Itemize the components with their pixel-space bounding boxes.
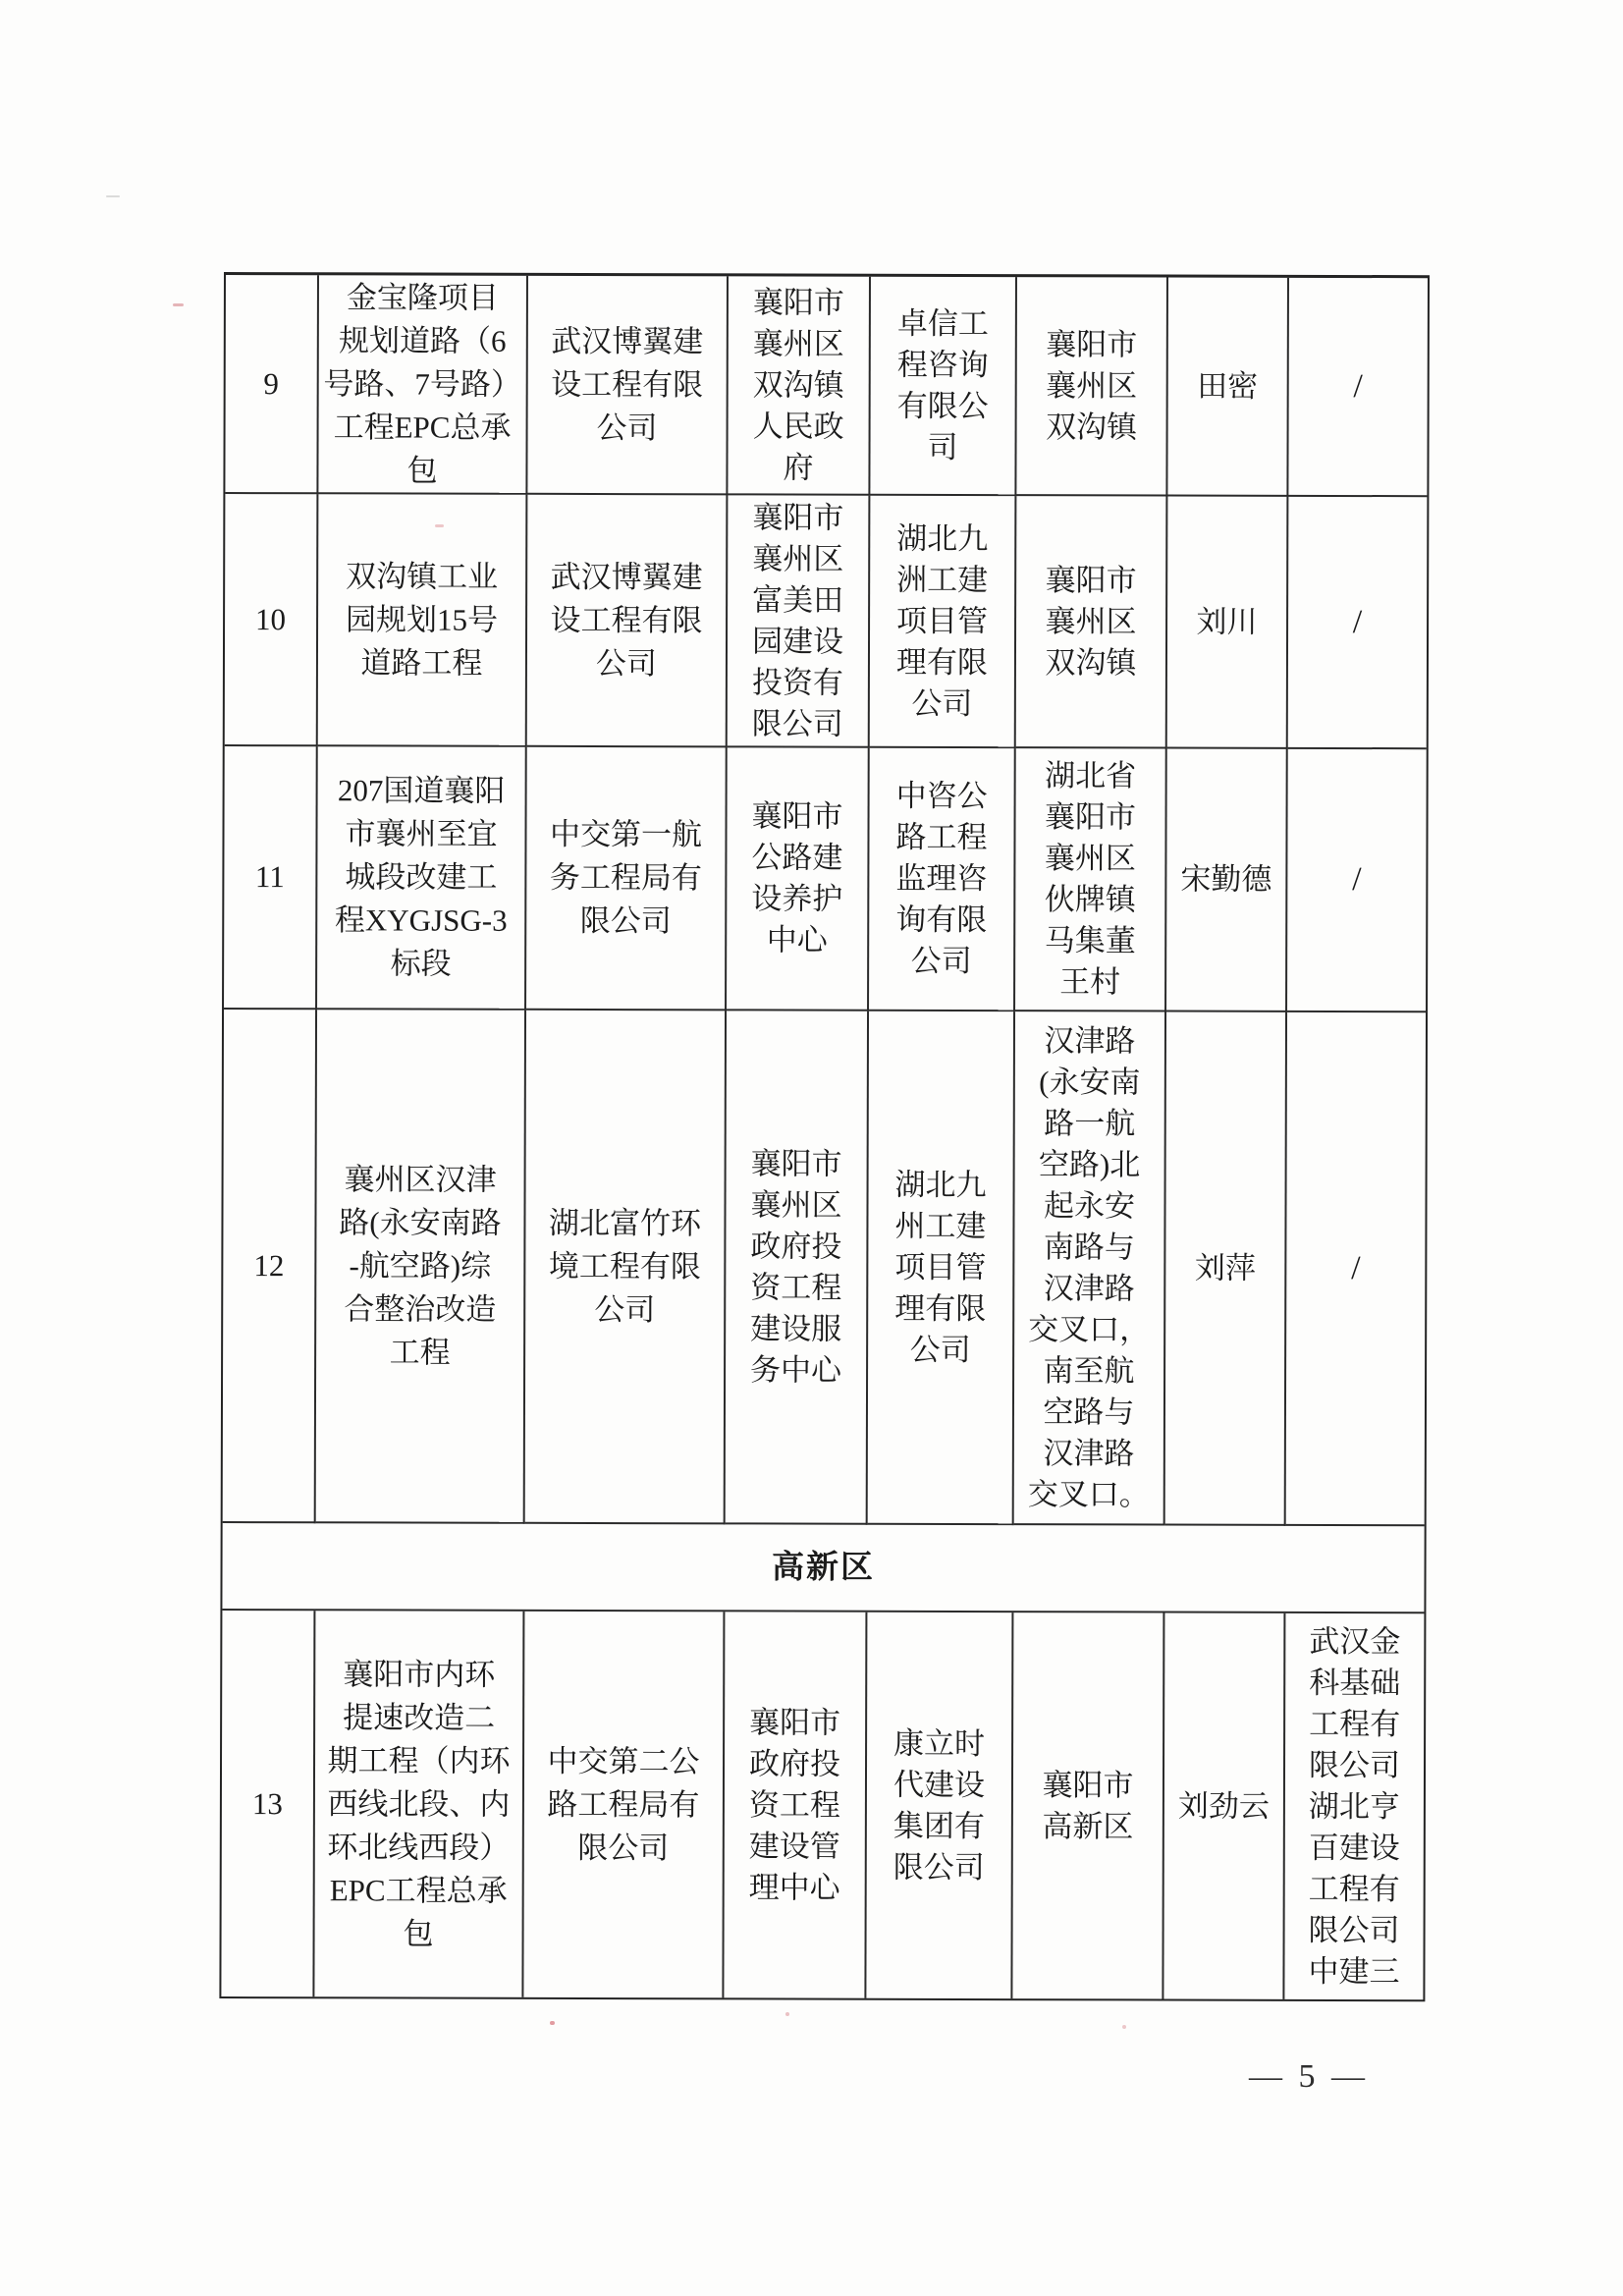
cell-project-name: 金宝隆项目 规划道路（6 号路、7号路） 工程EPC总承 包 xyxy=(318,275,528,495)
cell-person: 刘劲云 xyxy=(1163,1613,1285,1999)
cell-project-name: 襄阳市内环 提速改造二 期工程（内环 西线北段、内 环北线西段） EPC工程总承 包 xyxy=(314,1611,524,1997)
cell-location: 襄阳市 襄州区 双沟镇 xyxy=(1016,496,1168,748)
cell-row-number: 13 xyxy=(221,1611,315,1996)
scan-speck xyxy=(785,2012,789,2016)
table-row xyxy=(225,275,1428,497)
cell-remark: / xyxy=(1288,497,1428,749)
cell-owner: 襄阳市 襄州区 双沟镇 人民政 府 xyxy=(728,276,871,495)
cell-row-number: 9 xyxy=(225,275,319,494)
cell-location: 汉津路 (永安南 路一航 空路)北 起永安 南路与 汉津路 交叉口， 南至航 空路与 汉津路 交叉口。 xyxy=(1014,1011,1166,1525)
cell-person: 田密 xyxy=(1167,278,1289,497)
scan-speck xyxy=(1122,2025,1126,2029)
table-row xyxy=(225,494,1428,749)
cell-location: 湖北省 襄阳市 襄州区 伙牌镇 马集董 王村 xyxy=(1015,748,1167,1011)
cell-location: 襄阳市 襄州区 双沟镇 xyxy=(1016,277,1168,496)
cell-person: 刘萍 xyxy=(1165,1012,1287,1526)
cell-contractor: 中交第二公 路工程局有 限公司 xyxy=(523,1612,725,1998)
cell-remark: / xyxy=(1288,278,1428,497)
page-number: — 5 — xyxy=(1249,2058,1369,2095)
cell-contractor: 湖北富竹环 境工程有限 公司 xyxy=(525,1011,727,1525)
section-divider-row xyxy=(222,1523,1424,1613)
scan-speck xyxy=(106,195,120,197)
cell-person: 刘川 xyxy=(1167,497,1289,749)
projects-table xyxy=(219,272,1430,2001)
scan-speck xyxy=(435,524,444,527)
cell-contractor: 中交第一航 务工程局有 限公司 xyxy=(526,747,728,1011)
cell-person: 宋勤德 xyxy=(1166,749,1288,1012)
cell-supervisor: 湖北九 州工建 项目管 理有限 公司 xyxy=(868,1011,1015,1525)
cell-row-number: 12 xyxy=(223,1010,317,1523)
cell-location: 襄阳市 高新区 xyxy=(1012,1613,1164,1998)
table-row xyxy=(223,1010,1426,1526)
cell-supervisor: 康立时 代建设 集团有 限公司 xyxy=(866,1613,1013,1998)
cell-remark: / xyxy=(1287,749,1427,1012)
cell-project-name: 双沟镇工业 园规划15号 道路工程 xyxy=(318,494,528,747)
cell-remark: / xyxy=(1286,1012,1426,1526)
cell-supervisor: 中咨公 路工程 监理咨 询有限 公司 xyxy=(869,748,1016,1011)
cell-owner: 襄阳市 政府投 资工程 建设管 理中心 xyxy=(724,1612,867,1997)
table-row xyxy=(221,1611,1424,1999)
cell-owner: 襄阳市 公路建 设养护 中心 xyxy=(727,747,870,1011)
cell-row-number: 10 xyxy=(225,494,319,746)
cell-owner: 襄阳市 襄州区 富美田 园建设 投资有 限公司 xyxy=(728,495,871,747)
cell-owner: 襄阳市 襄州区 政府投 资工程 建设服 务中心 xyxy=(726,1011,869,1524)
section-header-label: 高新区 xyxy=(222,1523,1424,1613)
cell-supervisor: 湖北九 洲工建 项目管 理有限 公司 xyxy=(870,496,1017,748)
cell-supervisor: 卓信工 程咨询 有限公 司 xyxy=(870,277,1017,496)
cell-contractor: 武汉博翼建 设工程有限 公司 xyxy=(527,276,729,496)
cell-row-number: 11 xyxy=(224,746,318,1010)
scan-speck xyxy=(173,303,184,306)
cell-project-name: 襄州区汉津 路(永安南路 -航空路)综 合整治改造 工程 xyxy=(316,1010,526,1524)
cell-contractor: 武汉博翼建 设工程有限 公司 xyxy=(527,495,729,748)
cell-project-name: 207国道襄阳 市襄州至宜 城段改建工 程XYGJSG-3 标段 xyxy=(317,746,527,1011)
scan-speck xyxy=(550,2021,555,2025)
table-row xyxy=(224,746,1427,1012)
cell-remark: 武汉金 科基础 工程有 限公司 湖北亨 百建设 工程有 限公司 中建三 xyxy=(1308,1623,1401,1989)
